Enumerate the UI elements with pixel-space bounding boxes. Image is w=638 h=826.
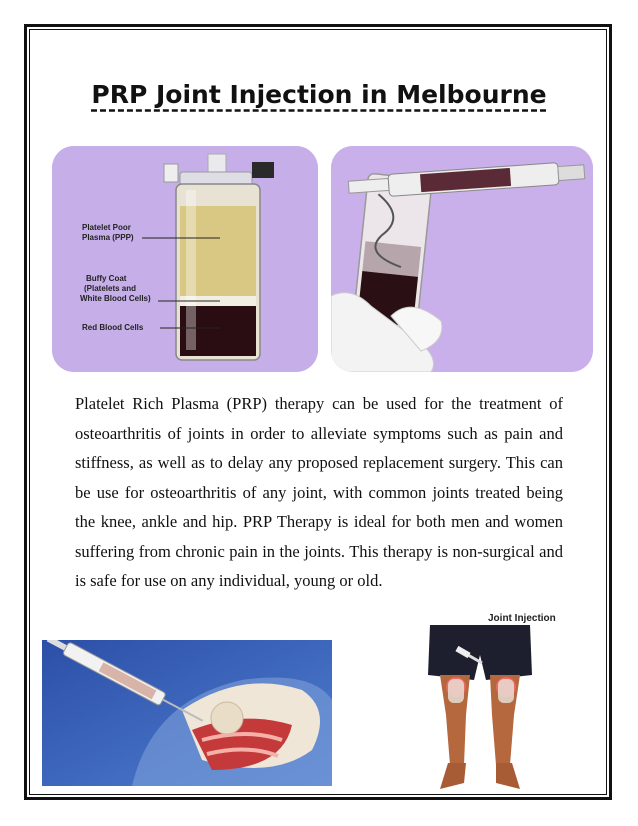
label-buffy-3: White Blood Cells) [80,294,151,303]
page-title [0,80,638,109]
page-title-text: PRP Joint Injection in Melbourne [91,80,547,109]
label-rbc: Red Blood Cells [82,323,144,332]
label-ppp-2: Plasma (PPP) [82,233,134,242]
syringe-photo [331,146,593,372]
knee-caption: Joint Injection [488,613,556,624]
label-buffy-1: Buffy Coat [86,274,127,283]
label-buffy-2: (Platelets and [84,284,137,293]
knee-injection-illustration [420,625,540,795]
prp-tube-photo [52,146,318,372]
label-ppp-1: Platelet Poor [82,223,131,232]
body-paragraph: Platelet Rich Plasma (PRP) therapy can be used for the treatment of osteoarthritis of joints in order to alleviate symptoms such as pain and stiffness, as well as to delay any proposed replacement surgery. This can be use for osteoarthritis of any joint, with common joints treated being the knee, ankle and hip. PRP Therapy is ideal for both men and women suffering from chronic pain in the joints. This therapy is non-surgical and is safe for use on any individual, young or old. [75,394,563,590]
shoulder-injection-illustration [42,640,332,786]
